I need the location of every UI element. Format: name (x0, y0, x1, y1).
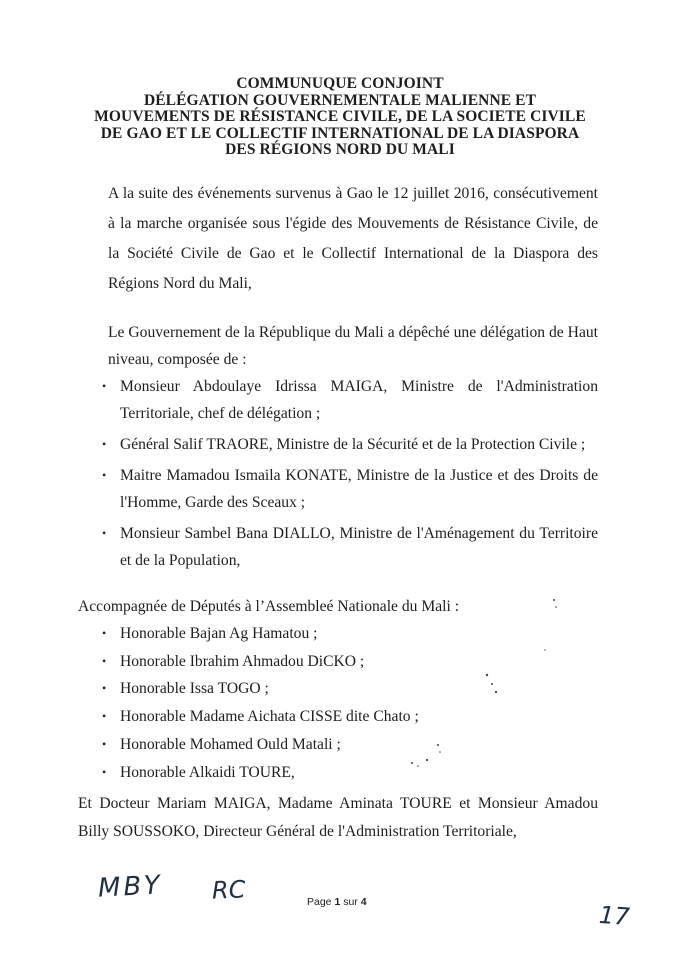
footer-page-number: 1 (334, 896, 341, 908)
title-line: DES RÉGIONS NORD DU MALI (225, 141, 455, 159)
deputy-item: • Honorable Bajan Ag Hamatou ; (120, 620, 598, 648)
minister-item: • Maitre Mamadou Ismaila KONATE, Ministre de la Justice et des Droits de l'Homme, Garde des Sceaux ; (120, 462, 598, 516)
closing-paragraph: Et Docteur Mariam MAIGA, Madame Aminata TOURE et Monsieur Amadou Billy SOUSSOKO, Directeur Général de l'Administration Territoriale, (78, 795, 598, 840)
handwritten-initials-left: MBY (97, 870, 164, 904)
handwritten-mark-right: 17 (598, 900, 631, 932)
accompanied-line: Accompagnée de Députés à l’Assembleé Nationale du Mali : (78, 598, 460, 615)
deputy-item: • Honorable Mohamed Ould Matali ; (120, 731, 598, 759)
deputy-item: • Honorable Madame Aichata CISSE dite Chato ; (120, 703, 598, 731)
footer-total-pages: 4 (360, 896, 367, 908)
intro-paragraph: A la suite des événements survenus à Gao le 12 juillet 2016, consécutivement à la marche organisée sous l'égide des Mouvements de Résistance Civile, de la Société Civile de Gao et le Collectif International de la Diaspora des Régions Nord du Mali, (108, 185, 598, 292)
deputy-item: • Honorable Ibrahim Ahmadou DiCKO ; (120, 648, 598, 676)
title-line: COMMUNUQUE CONJOINT (236, 75, 444, 92)
minister-item: • Monsieur Sambel Bana DIALLO, Ministre de l'Aménagement du Territoire et de la Population, (120, 520, 598, 574)
deputy-item: • Honorable Issa TOGO ; (120, 675, 598, 703)
handwritten-initials-middle: RC (211, 875, 246, 905)
title-line: DE GAO ET LE COLLECTIF INTERNATIONAL DE LA DIASPORA (100, 124, 580, 142)
minister-item: • Général Salif TRAORE, Ministre de la Sécurité et de la Protection Civile ; (120, 431, 598, 458)
title-line: MOUVEMENTS DE RÉSISTANCE CIVILE, DE LA SOCIETE CIVILE (94, 108, 586, 126)
government-paragraph: Le Gouvernement de la République du Mali a dépêché une délégation de Haut niveau, composée de : (108, 324, 598, 368)
footer-of-word: sur (343, 896, 358, 908)
title-line: DÉLÉGATION GOUVERNEMENTALE MALIENNE ET (143, 91, 537, 109)
minister-item: • Monsieur Abdoulaye Idrissa MAIGA, Ministre de l'Administration Territoriale, chef de délégation ; (120, 373, 598, 427)
deputy-item: • Honorable Alkaidi TOURE, (120, 759, 598, 787)
footer-page-word: Page (307, 896, 332, 908)
